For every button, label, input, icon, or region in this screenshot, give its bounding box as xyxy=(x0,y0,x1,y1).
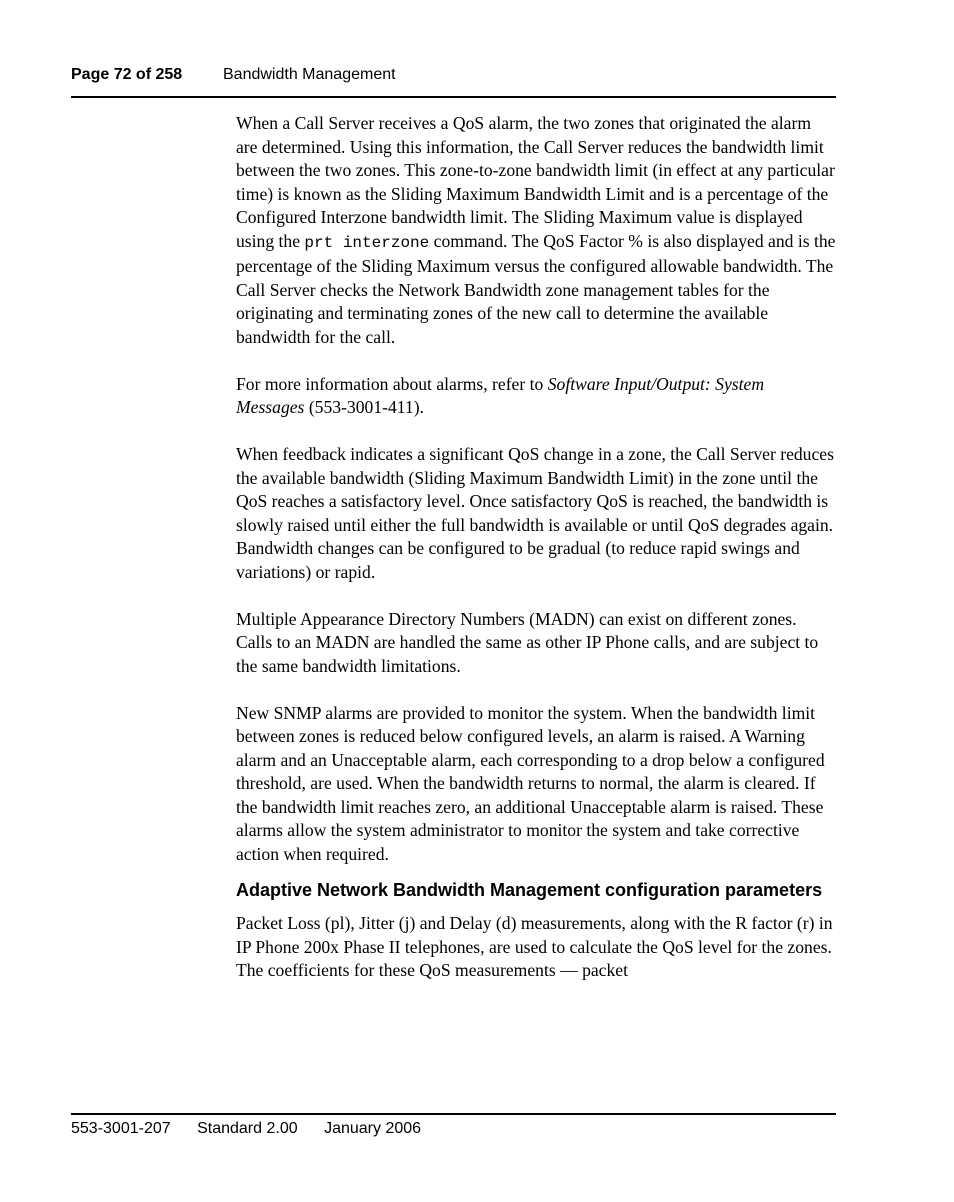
page-number: Page 72 of 258 xyxy=(71,66,183,83)
document-body xyxy=(236,112,836,983)
paragraph-qos-feedback: When feedback indicates a significant QoS change in a zone, the Call Server reduces the available bandwidth (Sliding Maximum Bandwidth Limit) in the zone until the QoS reaches a satisfactory level. Once satisfactory QoS is reached, the bandwidth is slowly raised until either the full bandwidth is available or until QoS degrades again. Bandwidth changes can be configured to be gradual (to reduce rapid swings and variations) or rapid. xyxy=(236,444,834,582)
document-reference-title: Software Input/Output: System Messages xyxy=(236,373,765,417)
paragraph-text: For more information about alarms, refer to xyxy=(236,373,548,394)
page-footer xyxy=(71,1113,836,1138)
paragraph-alarm-reference xyxy=(236,373,836,420)
section-heading: Adaptive Network Bandwidth Management configuration parameters xyxy=(236,880,823,900)
paragraph-text: When a Call Server receives a QoS alarm, the two zones that originated the alarm are determined. Using this information, the Call Server reduces the bandwidth limit between the two zones. This zone-to-zone bandwidth limit (in effect at any particular time) is known as the Sliding Maximum Bandwidth Limit and is a percentage of the Configured Interzone bandwidth limit. The Sliding Maximum value is displayed using the xyxy=(236,113,835,251)
paragraph-text: (553-3001-411). xyxy=(304,397,424,417)
paragraph-madn: Multiple Appearance Directory Numbers (MADN) can exist on different zones. Calls to an MADN are handled the same as other IP Phone calls, and are subject to the same bandwidth limitations. xyxy=(236,608,819,676)
paragraph-qos-measurements: Packet Loss (pl), Jitter (j) and Delay (d) measurements, along with the R factor (r) in IP Phone 200x Phase II telephones, are used to calculate the QoS level for the zones. The coefficients for these QoS measurements — packet xyxy=(236,913,833,980)
paragraph-text: command. The QoS Factor % is also displayed and is the percentage of the Sliding Maximum versus the configured allowable bandwidth. The Call Server checks the Network Bandwidth zone management tables for the originating and terminating zones of the new call to determine the available bandwidth for the call. xyxy=(236,230,836,347)
document-date: January 2006 xyxy=(324,1120,422,1137)
paragraph-qos-alarm xyxy=(236,112,836,349)
document-number: 553-3001-207 xyxy=(71,1120,171,1137)
section-title: Bandwidth Management xyxy=(223,66,396,83)
page-header xyxy=(71,64,836,98)
document-standard: Standard 2.00 xyxy=(197,1120,298,1137)
paragraph-snmp-alarms: New SNMP alarms are provided to monitor the system. When the bandwidth limit between zones is reduced below configured levels, an alarm is raised. A Warning alarm and an Unacceptable alarm, each corresponding to a drop below a configured threshold, are used. When the bandwidth returns to normal, the alarm is cleared. If the bandwidth limit reaches zero, an additional Unacceptable alarm is raised. These alarms allow the system administrator to monitor the system and take corrective action when required. xyxy=(236,702,825,864)
command-prt-interzone: prt interzone xyxy=(304,233,430,252)
